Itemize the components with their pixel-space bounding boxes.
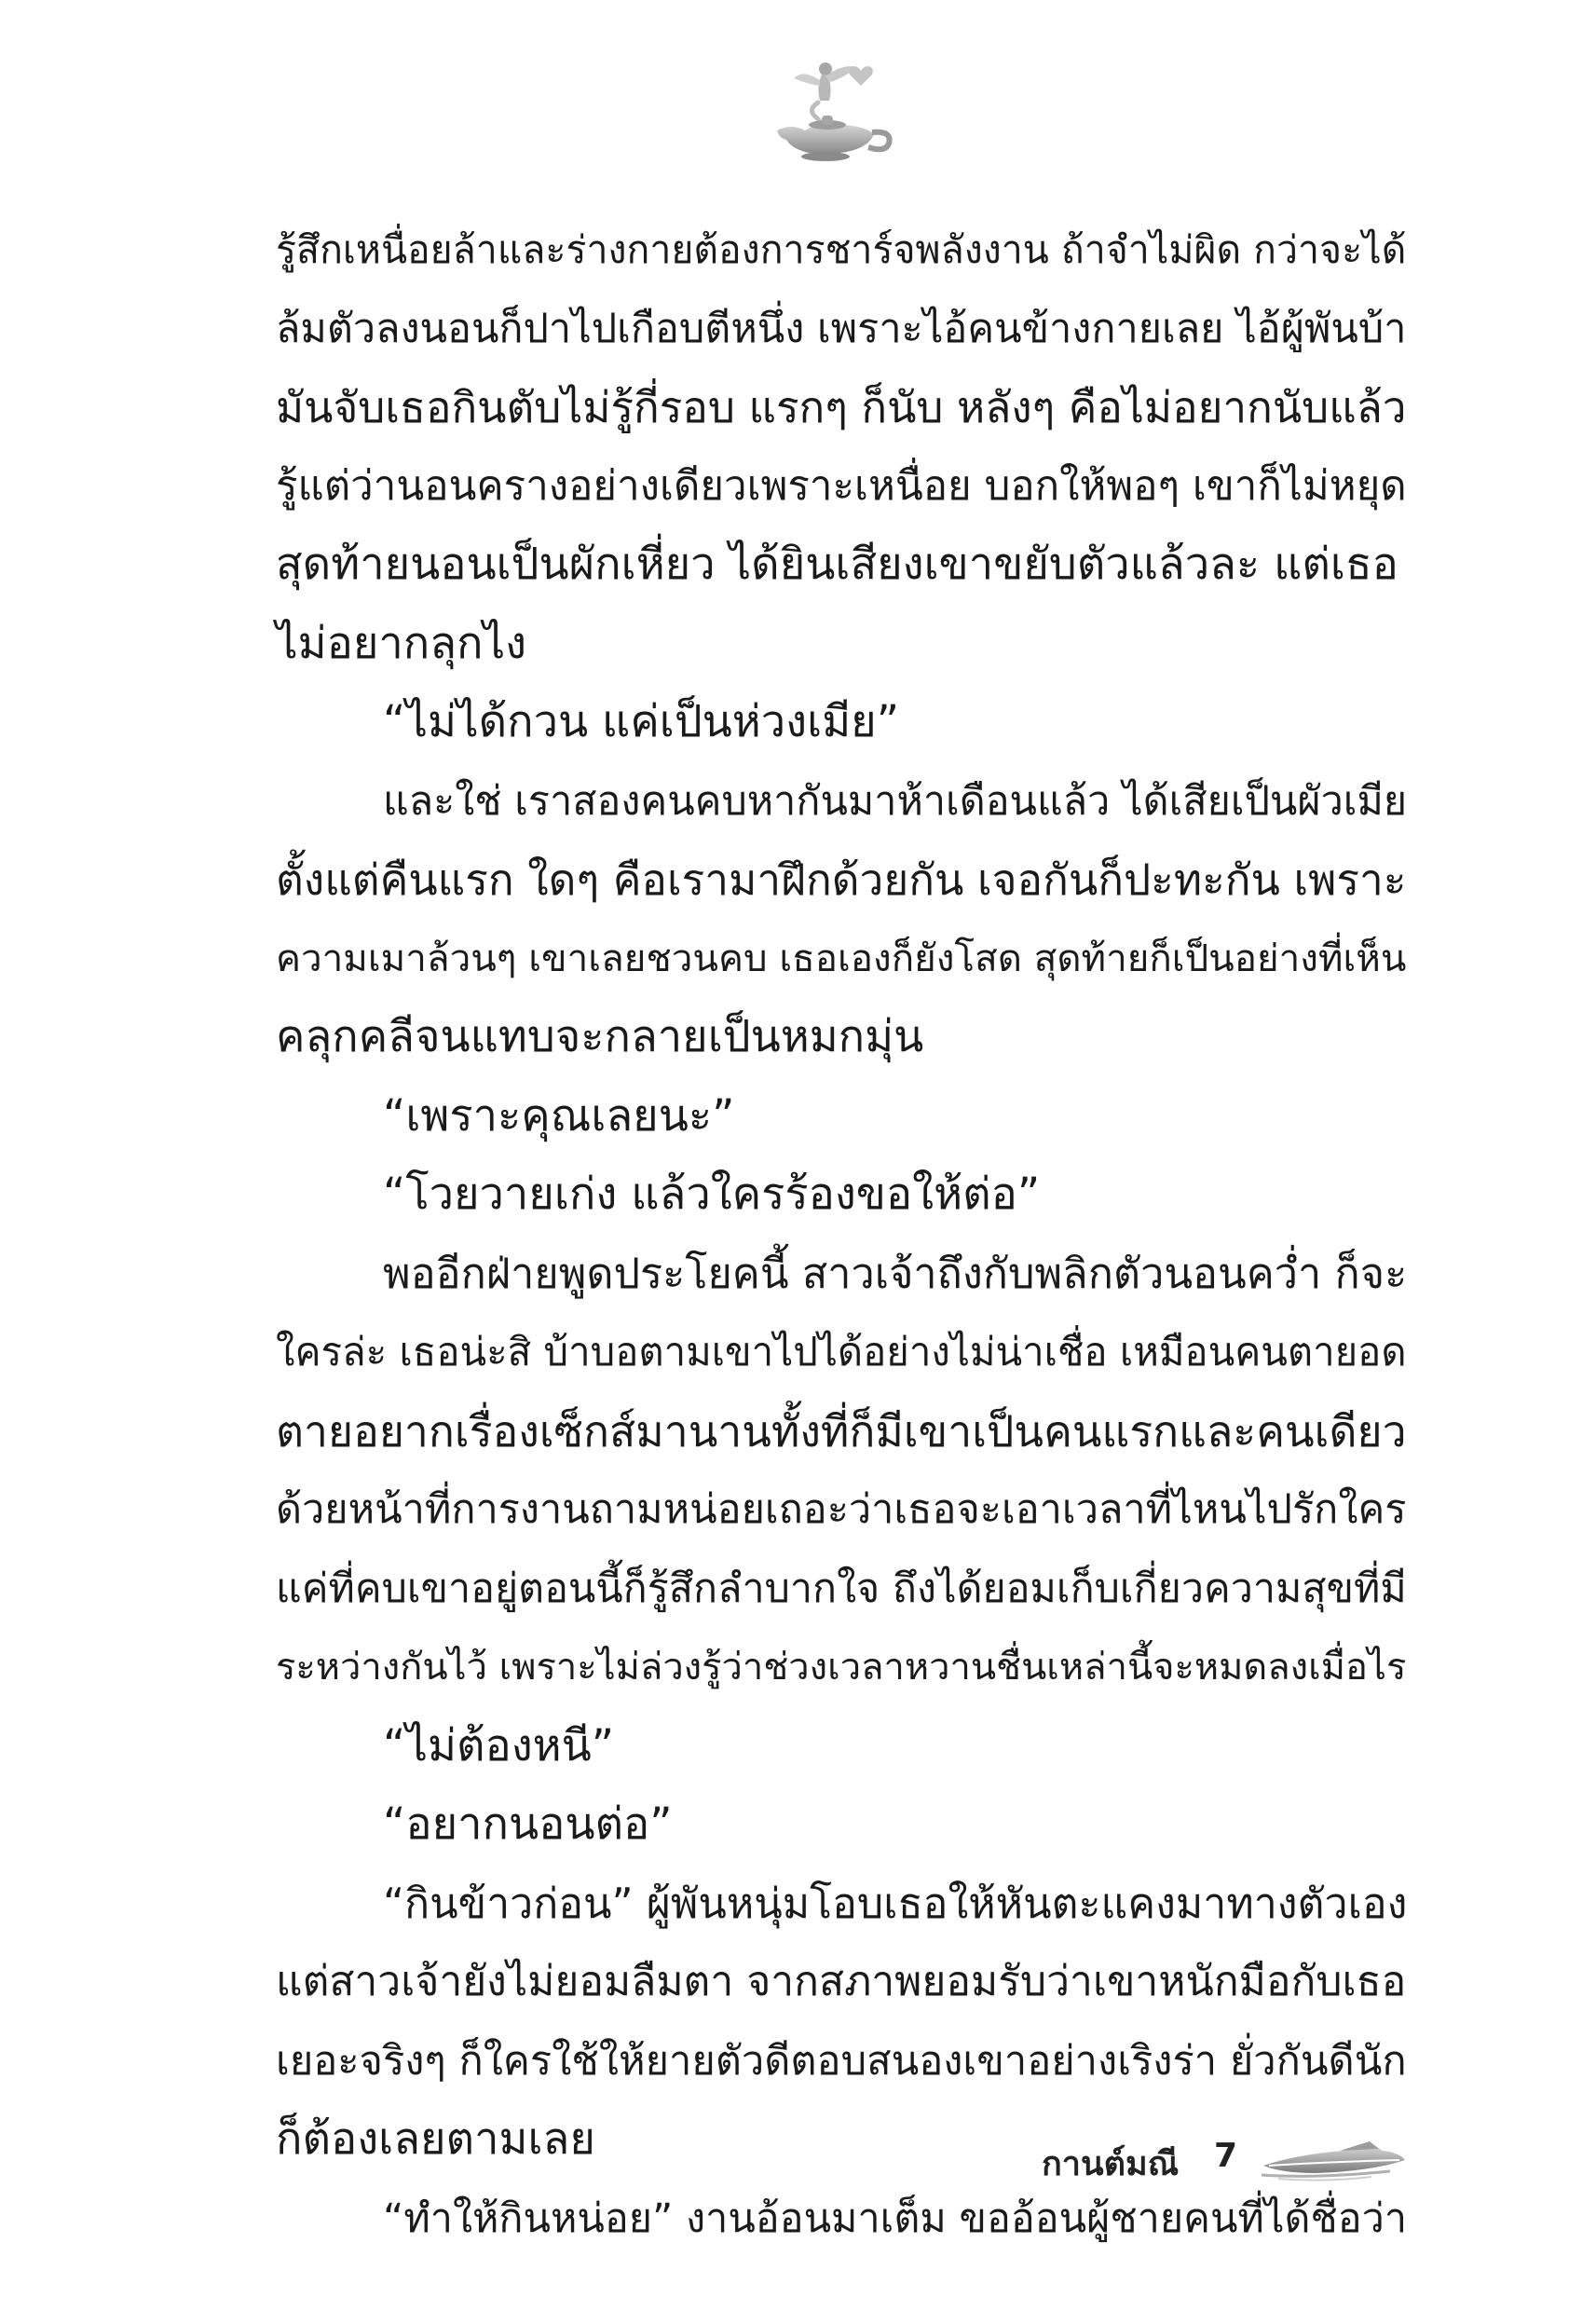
body-line: “ทำให้กินหน่อย” งานอ้อนมาเต็ม ขออ้อนผู้ชายคนที่ได้ชื่อว่า (383, 2195, 1408, 2242)
body-line: ตั้งแต่คืนแรก ใดๆ คือเรามาฝึกด้วยกัน เจอกันก็ปะทะกัน เพราะ (276, 855, 1407, 905)
speedboat-icon (1260, 2134, 1409, 2182)
body-line: รู้สึกเหนื่อยล้าและร่างกายต้องการชาร์จพลังงาน ถ้าจำไม่ผิด กว่าจะได้ (276, 227, 1407, 272)
body-line: พออีกฝ่ายพูดประโยคนี้ สาวเจ้าถึงกับพลิกตัวนอนคว่ำ ก็จะ (383, 1248, 1408, 1298)
body-line: มันจับเธอกินตับไม่รู้กี่รอบ แรกๆ ก็นับ หลังๆ คือไม่อยากนับแล้ว (276, 382, 1407, 432)
body-line: แค่ที่คบเขาอยู่ตอนนี้ก็รู้สึกลำบากใจ ถึงได้ยอมเก็บเกี่ยวความสุขที่มี (276, 1565, 1407, 1612)
body-line: แต่สาวเจ้ายังไม่ยอมลืมตา จากสภาพยอมรับว่าเขาหนักมือกับเธอ (276, 1958, 1407, 2005)
body-line: ระหว่างกันไว้ เพราะไม่ล่วงรู้ว่าช่วงเวลาหวานชื่นเหล่านี้จะหมดลงเมื่อไร (276, 1646, 1407, 1689)
body-line: “กินข้าวก่อน” ผู้พันหนุ่มโอบเธอให้หันตะแคงมาทางตัวเอง (383, 1879, 1408, 1928)
body-line: เยอะจริงๆ ก็ใครใช้ให้ยายตัวดีตอบสนองเขาอย่างเริงร่า ยั่วกันดีนัก (276, 2037, 1407, 2085)
dialogue-line: “ไม่ต้องหนี” (383, 1719, 615, 1771)
body-line: รู้แต่ว่านอนครางอย่างเดียวเพราะเหนื่อย บอกให้พอๆ เขาก็ไม่หยุด (276, 461, 1407, 510)
footer-author-title: กานต์มณี (1042, 2145, 1180, 2183)
body-line: สุดท้ายนอนเป็นผักเหี่ยว ได้ยินเสียงเขาขยับตัวแล้วละ แต่เธอ (276, 539, 1398, 590)
body-line: และใช่ เราสองคนคบหากันมาห้าเดือนแล้ว ได้เสียเป็นผัวเมีย (383, 777, 1408, 825)
magic-lamp-fairy-icon (764, 56, 904, 163)
page-body-text (276, 211, 1412, 2258)
body-line: ตายอยากเรื่องเซ็กส์มานานทั้งที่ก็มีเขาเป็นคนแรกและคนเดียว (276, 1405, 1407, 1456)
page-number: 7 (1214, 2137, 1238, 2175)
dialogue-line: “ไม่ได้กวน แค่เป็นห่วงเมีย” (383, 696, 900, 747)
body-line: ก็ต้องเลยตามเลย (276, 2113, 595, 2165)
body-line: ใครล่ะ เธอน่ะสิ บ้าบอตามเขาไปได้อย่างไม่น่าเชื่อ เหมือนคนตายอด (276, 1329, 1407, 1374)
body-line: ความเมาล้วนๆ เขาเลยชวนคบ เธอเองก็ยังโสด สุดท้ายก็เป็นอย่างที่เห็น (276, 936, 1407, 980)
body-line: ด้วยหน้าที่การงานถามหน่อยเถอะว่าเธอจะเอาเวลาที่ไหนไปรักใคร (276, 1486, 1407, 1533)
dialogue-line: “โวยวายเก่ง แล้วใครร้องขอให้ต่อ” (383, 1169, 1041, 1220)
body-line: ล้มตัวลงนอนก็ปาไปเกือบตีหนึ่ง เพราะไอ้คนข้างกายเลย ไอ้ผู้พันบ้า (276, 305, 1407, 352)
body-line: ไม่อยากลุกไง (276, 617, 527, 669)
dialogue-line: “เพราะคุณเลยนะ” (383, 1089, 735, 1142)
body-line: คลุกคลีจนแทบจะกลายเป็นหมกมุ่น (276, 1011, 924, 1062)
dialogue-line: “อยากนอนต่อ” (383, 1798, 673, 1850)
